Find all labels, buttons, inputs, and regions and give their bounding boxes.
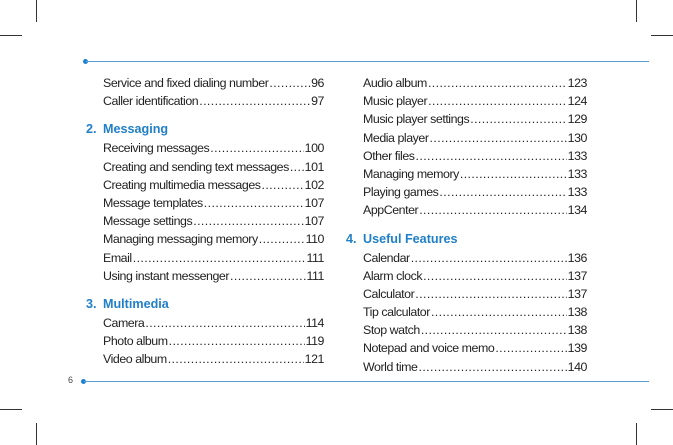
dot-leader [230,267,306,285]
dot-leader [430,129,567,147]
toc-entry-page: 101 [304,159,324,174]
dot-leader [418,358,566,376]
section-heading [346,229,587,249]
toc-entry-page: 119 [305,334,324,349]
toc-entry-page: 107 [304,195,324,210]
toc-entry[interactable] [363,147,587,165]
toc-entry-title: Alarm clock [363,268,423,283]
toc-entry[interactable] [363,92,587,110]
dot-leader [460,165,567,183]
toc-entry-title: Message templates [103,195,203,210]
crop-mark [636,0,637,22]
toc-entry-page: 102 [304,177,324,192]
crop-mark [0,409,22,410]
toc-entry[interactable] [103,158,324,176]
toc-entry-page: 139 [567,341,587,356]
dot-leader [421,321,567,339]
toc-entry[interactable] [363,249,587,267]
toc-entry-title: Video album [103,352,167,367]
dot-leader [168,350,304,368]
section-heading [86,294,324,314]
toc-entry[interactable] [363,303,587,321]
crop-mark [651,409,673,410]
toc-entry-title: Calendar [363,250,410,265]
dot-leader [259,230,305,248]
toc-entry-title: Creating multimedia messages [103,177,261,192]
toc-entry-page: 137 [567,286,587,301]
toc-entry[interactable] [363,129,587,147]
toc-entry-title: Stop watch [363,323,420,338]
toc-entry-title: AppCenter [363,203,419,218]
toc-entry-title: Music player settings [363,112,470,127]
crop-mark [0,35,22,36]
dot-leader [431,303,567,321]
toc-entry-page: 136 [567,250,587,265]
toc-entry[interactable] [103,332,324,350]
dot-leader [415,285,566,303]
toc-entry-page: 97 [311,94,324,109]
dot-leader [411,249,567,267]
toc-entry-title: Music player [363,94,428,109]
dot-leader [169,332,305,350]
dot-leader [204,194,304,212]
toc-entry[interactable] [103,74,324,92]
toc-entry-page: 133 [567,166,587,181]
toc-entry-title: Media player [363,130,429,145]
section-title: Useful Features [363,231,458,246]
toc-entry-page: 123 [567,76,587,90]
toc-entry-title: Notepad and voice memo [363,341,495,356]
toc-entry[interactable] [363,74,587,92]
dot-leader [290,158,304,176]
toc-entry[interactable] [363,358,587,376]
dot-leader [470,110,566,128]
dot-leader [199,92,310,110]
toc-entry[interactable] [363,110,587,128]
crop-mark [36,423,37,445]
top-rule [86,61,649,62]
toc-entry-page: 121 [304,352,324,367]
dot-leader [416,147,567,165]
toc-entry-title: Managing messaging memory [103,232,258,247]
toc-column-left [86,74,324,368]
toc-entry-title: Email [103,250,132,265]
dot-leader [210,139,303,157]
toc-entry[interactable] [103,314,324,332]
crop-mark [36,0,37,22]
toc-entry-page: 133 [567,185,587,200]
section-number: 3. [86,296,97,311]
toc-entry-page: 111 [306,250,324,265]
dot-leader [269,74,310,92]
toc-entry-title: Managing memory [363,166,459,181]
dot-leader [145,314,304,332]
toc-entry-page: 100 [304,141,324,156]
toc-entry[interactable] [363,285,587,303]
toc-entry-title: Receiving messages [103,141,210,156]
toc-entry[interactable] [363,267,587,285]
toc-entry-page: 129 [567,112,587,127]
dot-leader [428,92,567,110]
toc-entry-page: 140 [567,359,587,374]
toc-entry[interactable] [103,267,324,285]
toc-entry-page: 114 [305,315,324,330]
toc-entry-title: Camera [103,315,145,330]
toc-entry-page: 130 [567,130,587,145]
toc-entry-title: Tip calculator [363,305,430,320]
toc-entry[interactable] [103,194,324,212]
toc-entry-page: 110 [305,232,324,247]
bottom-rule [84,381,649,382]
toc-entry[interactable] [103,92,324,110]
toc-entry-page: 133 [567,148,587,163]
toc-entry[interactable] [363,201,587,219]
dot-leader [495,339,566,357]
dot-leader [428,74,567,92]
toc-entry-title: Creating and sending text messages [103,159,289,174]
dot-leader [133,249,306,267]
toc-entry-title: Calculator [363,286,415,301]
toc-entry[interactable] [363,339,587,357]
toc-entry-page: 111 [306,268,324,283]
toc-entry-title: Using instant messenger [103,268,230,283]
toc-entry-page: 96 [311,76,324,90]
toc-entry[interactable] [103,249,324,267]
toc-entry[interactable] [103,350,324,368]
toc-entry[interactable] [363,183,587,201]
dot-leader [262,176,304,194]
toc-entry-title: Service and fixed dialing number [103,76,269,90]
crop-mark [651,35,673,36]
toc-entry-title: Photo album [103,334,168,349]
toc-entry[interactable] [363,165,587,183]
section-number: 2. [86,122,97,137]
toc-entry[interactable] [103,212,324,230]
toc-entry-page: 124 [567,94,587,109]
dot-leader [419,201,566,219]
toc-entry-page: 137 [567,268,587,283]
page-number: 6 [68,375,74,385]
toc-entry-title: Audio album [363,76,427,90]
toc-entry-page: 138 [567,323,587,338]
section-title: Multimedia [103,296,169,311]
toc-entry-title: Other files [363,148,415,163]
toc-entry-page: 107 [304,214,324,229]
toc-entry[interactable] [103,139,324,157]
toc-entry[interactable] [103,176,324,194]
crop-mark [636,423,637,445]
toc-entry[interactable] [363,321,587,339]
toc-entry-page: 138 [567,305,587,320]
dot-leader [439,183,566,201]
toc-entry-title: Caller identification [103,94,199,109]
toc-entry-title: Playing games [363,185,439,200]
dot-leader [193,212,303,230]
section-heading [86,119,324,139]
toc-column-right [346,74,587,376]
section-title: Messaging [103,122,169,137]
toc-entry-title: World time [363,359,418,374]
dot-leader [423,267,567,285]
toc-entry-title: Message settings [103,214,193,229]
toc-entry-page: 134 [567,203,587,218]
toc-entry[interactable] [103,230,324,248]
section-number: 4. [346,231,357,246]
